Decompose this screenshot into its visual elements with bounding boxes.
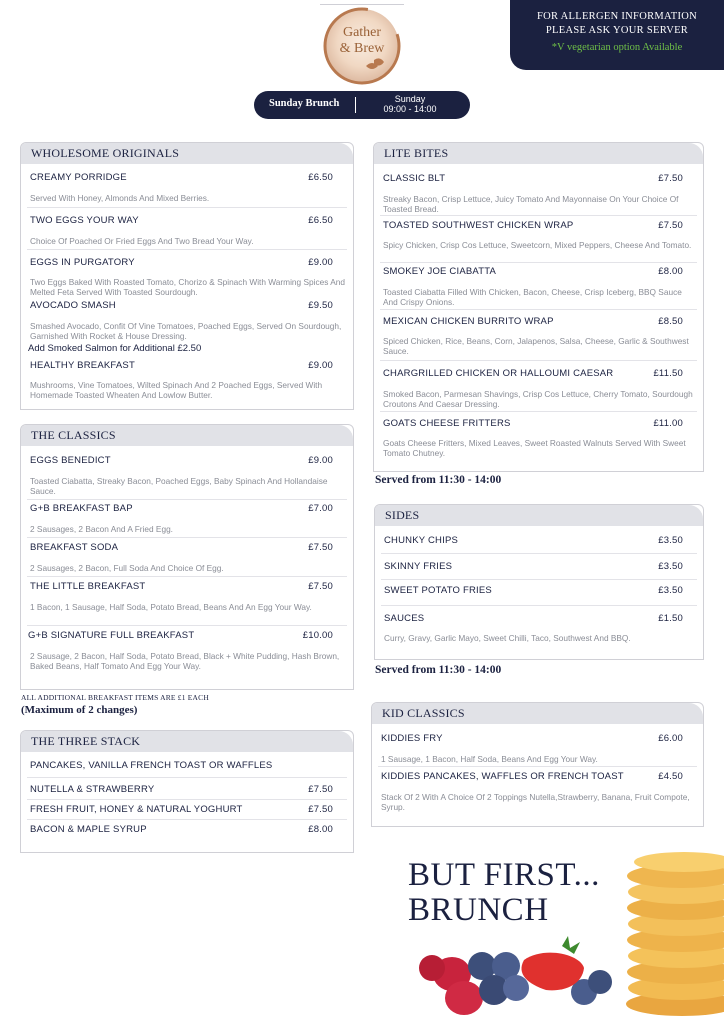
item-price: £1.50 [658,613,683,624]
item-name: G+B BREAKFAST BAP [30,503,133,514]
item-name: CLASSIC BLT [383,173,446,184]
section-title: THE THREE STACK [21,731,353,752]
item-description: Toasted Ciabatta Filled With Chicken, Bacon, Cheese, Crisp Iceberg, BBQ Sauce And Crispy Onions. [383,287,682,307]
item-price: £9.00 [308,455,333,466]
section-the-classics [20,424,354,690]
item-name: BREAKFAST SODA [30,542,119,553]
banner-time: 09:00 - 14:00 [383,104,437,114]
item-price: £8.50 [658,316,683,327]
allergen-info-box [510,0,724,70]
item-price: £8.00 [308,824,333,835]
blueberry-icon [503,975,529,1001]
item-name: EGGS BENEDICT [30,455,111,466]
divider [27,207,347,208]
item-description: 2 Sausages, 2 Bacon, Full Soda And Choice Of Egg. [30,563,224,573]
item-description: Choice Of Poached Or Fried Eggs And Two Bread Your Way. [30,236,254,246]
divider [381,579,697,580]
divider [27,819,347,820]
allergen-line-1: FOR ALLERGEN INFORMATION [536,11,698,22]
item-name: GOATS CHEESE FRITTERS [383,418,511,429]
item-price: £7.50 [308,581,333,592]
section-kid-classics [371,702,704,827]
item-name: BACON & MAPLE SYRUP [30,824,147,835]
logo-name-line1: Gather [342,25,382,40]
item-price: £7.50 [308,804,333,815]
headline-line-2: BRUNCH [408,892,549,928]
divider [380,215,697,216]
item-description: Toasted Ciabatta, Streaky Bacon, Poached Eggs, Baby Spinach And Hollandaise Sauce. [30,476,328,496]
banner-day: Sunday [394,94,426,104]
item-description: Mushrooms, Vine Tomatoes, Wilted Spinach And 2 Poached Eggs, Served With Homemade Toasted Wheaten And Lowlow Butter. [30,380,323,400]
item-name: AVOCADO SMASH [30,300,116,311]
item-description: Curry, Gravy, Garlic Mayo, Sweet Chilli, Taco, Southwest And BBQ. [384,633,631,643]
item-description: Streaky Bacon, Crisp Lettuce, Juicy Tomato And Mayonnaise On Your Choice Of Toasted Bread. [383,194,679,214]
item-name: G+B SIGNATURE FULL BREAKFAST [28,630,195,641]
item-price: £7.50 [658,220,683,231]
divider [381,605,697,606]
item-price: £6.50 [308,215,333,226]
menu-banner [254,91,470,119]
item-name: MEXICAN CHICKEN BURRITO WRAP [383,316,554,327]
item-name: EGGS IN PURGATORY [30,257,135,268]
item-description: 2 Sausage, 2 Bacon, Half Soda, Potato Bread, Black + White Pudding, Hash Brown, Baked Beans, Half Tomato And Egg Your Way. [30,651,340,671]
item-price: £7.00 [308,503,333,514]
item-price: £7.50 [658,173,683,184]
banner-title: Sunday Brunch [269,98,340,109]
divider [27,249,347,250]
section-title: KID CLASSICS [372,703,703,724]
section-three-stack: THE THREE STACK PANCAKES, VANILLA FRENCH TOAST OR WAFFLES NUTELLA & STRAWBERRY £7.50 FRESH FRUIT, HONEY & NATURAL YOGHURT £7.50 BACON & MAPLE SYRUP £8.00 [20,730,354,853]
item-name: KIDDIES PANCAKES, WAFFLES OR FRENCH TOAST [381,771,624,782]
item-description: Spicy Chicken, Crisp Cos Lettuce, Sweetcorn, Mixed Peppers, Cheese And Tomato. [383,240,692,250]
item-price: £6.00 [658,733,683,744]
maximum-changes-note: (Maximum of 2 changes) [21,704,138,716]
item-name: SWEET POTATO FRIES [384,585,492,596]
item-name: NUTELLA & STRAWBERRY [30,784,155,795]
section-title: LITE BITES [374,143,703,164]
item-name: FRESH FRUIT, HONEY & NATURAL YOGHURT [30,804,243,815]
divider [380,309,697,310]
item-price: £3.50 [658,561,683,572]
item-description: Stack Of 2 With A Choice Of 2 Toppings Nutella,Strawberry, Banana, Fruit Compote, Syrup. [381,792,690,812]
divider [380,411,697,412]
item-description: Served With Honey, Almonds And Mixed Berries. [30,193,210,203]
section-wholesome-originals [20,142,354,410]
additional-items-note: ALL ADDITIONAL BREAKFAST ITEMS ARE £1 EACH [21,693,209,702]
divider [380,262,697,263]
item-price: £6.50 [308,172,333,183]
item-name: THE LITTLE BREAKFAST [30,581,146,592]
item-description: 1 Sausage, 1 Bacon, Half Soda, Beans And Egg Your Way. [381,754,598,764]
vegetarian-note: *V vegetarian option Available [551,42,683,53]
item-price: £11.00 [653,418,683,429]
section-sides [374,504,704,660]
item-addon-note: Add Smoked Salmon for Additional £2.50 [28,343,202,354]
section-title: WHOLESOME ORIGINALS [21,143,353,164]
item-price: £9.50 [308,300,333,311]
divider [27,576,347,577]
headline-line-1: BUT FIRST... [408,857,600,893]
item-name: TWO EGGS YOUR WAY [30,215,139,226]
section-title: THE CLASSICS [21,425,353,446]
item-description: Goats Cheese Fritters, Mixed Leaves, Sweet Roasted Walnuts Served With Sweet Tomato Chutney. [383,438,686,458]
berries-illustration [412,926,617,1024]
divider [378,766,697,767]
item-name: SAUCES [384,613,425,624]
item-price: £11.50 [653,368,683,379]
item-price: £10.00 [302,630,333,641]
served-time-lite-bites: Served from 11:30 - 14:00 [375,474,502,486]
item-price: £3.50 [658,585,683,596]
item-name: TOASTED SOUTHWEST CHICKEN WRAP [383,220,574,231]
section-lite-bites [373,142,704,472]
item-description: Two Eggs Baked With Roasted Tomato, Chorizo & Spinach With Warming Spices And Melted Feta Served With Toasted Sourdough. [30,277,345,297]
divider [381,553,697,554]
blueberry-icon [588,970,612,994]
item-price: £4.50 [658,771,683,782]
item-price: £9.00 [308,257,333,268]
item-description: Spiced Chicken, Rice, Beans, Corn, Jalapenos, Salsa, Cheese, Garlic & Southwest Sauce. [383,336,689,356]
gather-brew-logo [318,2,406,86]
item-price: £7.50 [308,784,333,795]
item-description: Smashed Avocado, Confit Of Vine Tomatoes, Poached Eggs, Served On Sourdough, Garnished With Rocket & House Dressing. [30,321,342,341]
item-price: £9.00 [308,360,333,371]
item-description: 1 Bacon, 1 Sausage, Half Soda, Potato Bread, Beans And An Egg Your Way. [30,602,312,612]
item-name: KIDDIES FRY [381,733,443,744]
raspberry-icon [419,955,445,981]
item-price: £8.00 [658,266,683,277]
banner-divider [355,97,356,113]
divider [27,625,347,626]
raspberry-icon [445,981,483,1015]
divider [27,537,347,538]
divider [380,360,697,361]
strawberry-leaf-icon [562,936,580,954]
divider [27,777,347,778]
pancake-stack-illustration [622,850,724,1022]
item-price: £7.50 [308,542,333,553]
item-price: £3.50 [658,535,683,546]
item-name: SMOKEY JOE CIABATTA [383,266,497,277]
divider [27,499,347,500]
item-description: 2 Sausages, 2 Bacon And A Fried Egg. [30,524,173,534]
served-time-sides: Served from 11:30 - 14:00 [375,664,502,676]
item-name: HEALTHY BREAKFAST [30,360,135,371]
item-name: SKINNY FRIES [384,561,453,572]
allergen-line-2: PLEASE ASK YOUR SERVER [545,25,689,36]
item-name: CREAMY PORRIDGE [30,172,127,183]
item-description: Smoked Bacon, Parmesan Shavings, Crisp Cos Lettuce, Cherry Tomato, Sourdough Croutons And Caesar Dressing. [383,389,693,409]
section-title: SIDES [375,505,703,526]
divider [27,799,347,800]
item-name: CHARGRILLED CHICKEN OR HALLOUMI CAESAR [383,368,614,379]
item-name: CHUNKY CHIPS [384,535,459,546]
logo-name-line2: & Brew [339,41,385,56]
